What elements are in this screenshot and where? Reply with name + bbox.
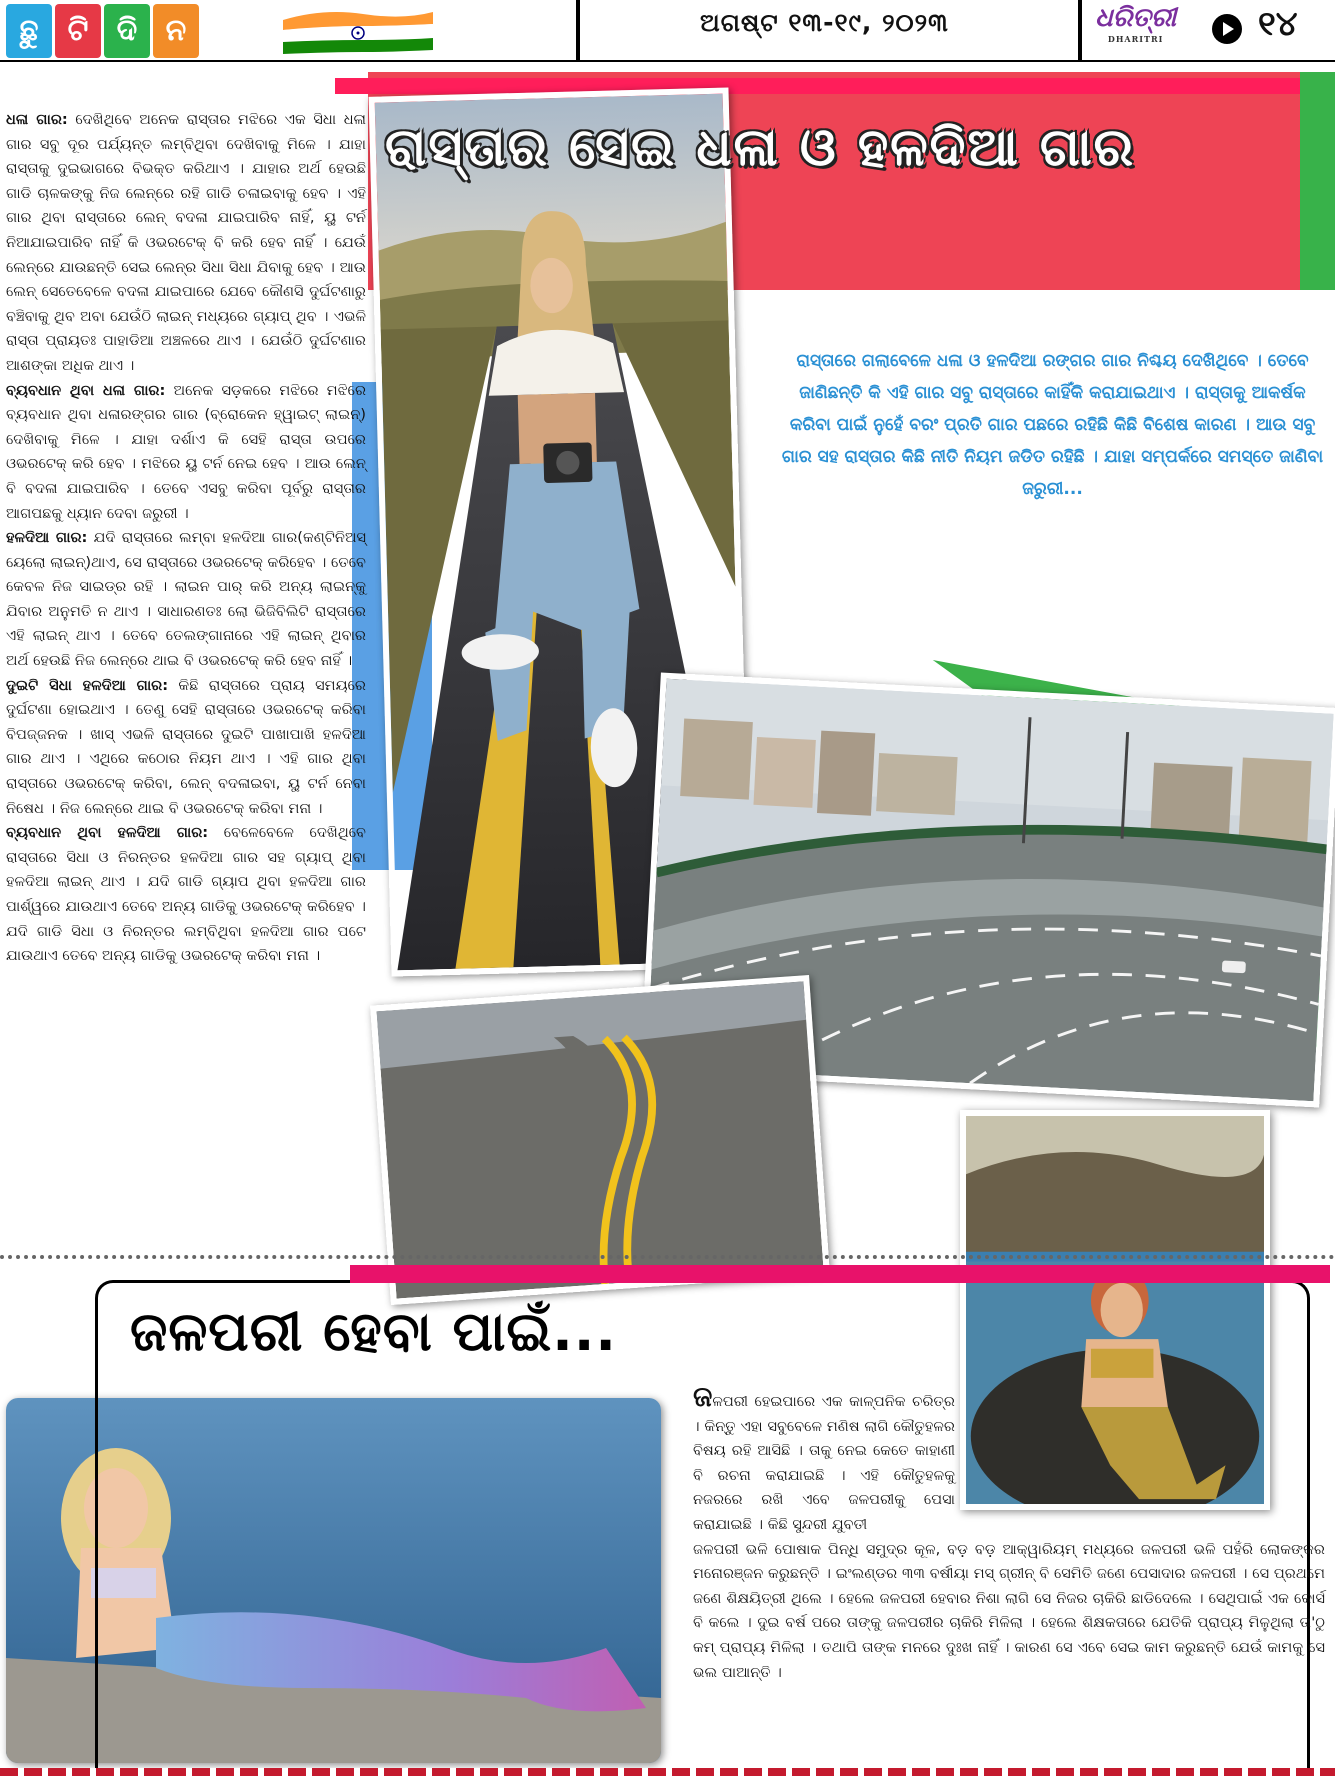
mermaid-text-top <box>693 1380 955 1538</box>
section-text: କିଛି ରାସ୍ତାରେ ପ୍ରାୟ ସମୟରେ ଦୁର୍ଘଟଣା ହୋଇଥାଏ । ତେଣୁ ସେହି ରାସ୍ତାରେ ଓଭରଟେକ୍ କରିବା ବିପଜ୍ଜନକ । ଖାସ୍ ଏଭଳି ରାସ୍ତାରେ ଦୁଇଟି ପାଖାପାଖି ହଳଦିଆ ଗାର ଥାଏ । ଏଥିରେ କଠୋର ନିୟମ ଥାଏ । ଏହି ଗାର ଥିବା ରାସ୍ତାରେ ଓଭରଟେକ୍ କରିବା, ଲେନ୍ ବଦଳାଇବା, ୟୁ ଟର୍ନ ନେବା ନିଷେଧ । ନିଜ ଲେନ୍‌ରେ ଥାଇ ବି ଓଭରଟେକ୍ କରିବା ମନା । <box>6 676 366 817</box>
section-text: ଯଦି ରାସ୍ତାରେ ଲମ୍ବା ହଳଦିଆ ଗାର(କଣ୍ଟିନିଅସ୍ ୟେଲୋ ଲାଇନ୍)ଥାଏ, ସେ ରାସ୍ତାରେ ଓଭରଟେକ୍ କରିହେବ । ତେବେ କେବଳ ନିଜ ସାଇଡ୍‌ର ରହି । ଲାଇନ ପାର୍ କରି ଅନ୍ୟ ଲାଇନ୍‌କୁ ଯିବାର ଅନୁମତି ନ ଥାଏ । ସାଧାରଣତଃ ଲୋ ଭିଜିବିଲିଟି ରାସ୍ତାରେ ଏହି ଲାଇନ୍ ଥାଏ । ତେବେ ତେଲଙ୍ଗାନାରେ ଏହି ଲାଇନ୍ ଥିବାର ଅର୍ଥ ହେଉଛି ନିଜ ଲେନ୍‌ରେ ଥାଇ ବି ଓଭରଟେକ୍ କରି ହେବ ନାହିଁ । <box>6 529 366 670</box>
drop-cap: ଜ <box>693 1380 713 1413</box>
section-logo-letter: ଟି <box>55 4 101 58</box>
mermaid-headline: ଜଳପରୀ ହେବା ପାଇଁ... <box>130 1300 617 1363</box>
article-body <box>6 108 366 969</box>
section-text: ଦେଖିଥିବେ ଅନେକ ରାସ୍ତାର ମଝିରେ ଏକ ସିଧା ଧଳା ଗାର ସବୁ ଦୂର ପର୍ଯ୍ୟନ୍ତ ଲମ୍ବିଥିବା ଦେଖିବାକୁ ମିଳେ । ଯାହା ରାସ୍ତାକୁ ଦୁଇଭାଗରେ ବିଭକ୍ତ କରିଥାଏ । ଯାହାର ଅର୍ଥ ହେଉଛି ଗାଡି ଚାଳକଙ୍କୁ ନିଜ ଲେନ୍‌ରେ ରହି ଗାଡି ଚଳାଇବାକୁ ହେବ । ଏହି ଗାର ଥିବା ରାସ୍ତାରେ ଲେନ୍ ବଦଳା ଯାଇପାରିବ ନାହିଁ, ୟୁ ଟର୍ନ ନିଆଯାଇପାରିବ ନାହିଁ କି ଓଭରଟେକ୍ ବି କରି ହେବ ନାହିଁ । ଯେଉଁ ଲେନ୍‌ରେ ଯାଉଛନ୍ତି ସେଇ ଲେନ୍‌ର ସିଧା ସିଧା ଯିବାକୁ ହେବ । ଆଉ ଲେନ୍ ସେତେବେଳେ ବଦଳା ଯାଇପାରେ ଯେବେ କୌଣସି ଦୁର୍ଘଟଣାରୁ ବଞ୍ଚିବାକୁ ଥିବ ଅବା ଯେଉଁଠି ଲାଇନ୍ ମଧ୍ୟରେ ଗ୍ୟାପ୍ ଥିବ । ଏଭଳି ରାସ୍ତା ପ୍ରାୟତଃ ପାହାଡିଆ ଅଞ୍ଚଳରେ ଥାଏ । ଯେଉଁଠି ଦୁର୍ଘଟଣାର ଆଶଙ୍କା ଅଧିକ ଥାଏ । <box>6 111 366 374</box>
article-section <box>6 526 366 674</box>
article-section <box>6 674 366 822</box>
article-intro: ରାସ୍ତାରେ ଗଲାବେଳେ ଧଳା ଓ ହଳଦିଆ ରଙ୍ଗର ଗାର ନିଶ୍ଚୟ ଦେଖିଥିବେ । ତେବେ ଜାଣିଛନ୍ତି କି ଏହି ଗାର ସବୁ ରାସ୍ତାରେ କାହିଁକି କରାଯାଇଥାଏ । ରାସ୍ତାକୁ ଆକର୍ଷକ କରିବା ପାଇଁ ନୁହେଁ ବରଂ ପ୍ରତି ଗାର ପଛରେ ରହିଛି କିଛି ବିଶେଷ କାରଣ । ଆଉ ସବୁ ଗାର ସହ ରାସ୍ତାର କିଛି ନୀତି ନିୟମ ଜଡିତ ରହିଛି । ଯାହା ସମ୍ପର୍କରେ ସମସ୍ତେ ଜାଣିବା ଜରୁରୀ... <box>781 351 1324 499</box>
accent-strip <box>1300 72 1335 290</box>
section-heading: ଦୁଇଟି ସିଧା ହଳଦିଆ ଗାର: <box>6 676 169 694</box>
section-text: ବେଳେବେଳେ ଦେଖିଥିବେ ରାସ୍ତାରେ ସିଧା ଓ ନିରନ୍ତର ହଳଦିଆ ଗାର ସହ ଗ୍ୟାପ୍ ଥିବା ହଳଦିଆ ଲାଇନ୍ ଥାଏ । ଯଦି ଗାଡି ଗ୍ୟାପ ଥିବା ହଳଦିଆ ଗାର ପାର୍ଶ୍ୱରେ ଯାଉଥାଏ ତେବେ ଅନ୍ୟ ଗାଡିକୁ ଓଭରଟେକ୍ କରିହେବ । ଯଦି ଗାଡି ସିଧା ଓ ନିରନ୍ତର ଲମ୍ବିଥିବା ହଳଦିଆ ଗାର ପଟେ ଯାଉଥାଏ ତେବେ ଅନ୍ୟ ଗାଡିକୁ ଓଭରଟେକ୍ କରିବା ମନା । <box>6 824 366 965</box>
section-heading: ବ୍ୟବଧାନ ଥିବା ଧଳା ଗାର: <box>6 381 166 399</box>
play-icon <box>1212 14 1242 44</box>
accent-bar <box>350 1265 1330 1283</box>
article-section <box>6 821 366 969</box>
header-separator <box>1078 0 1082 60</box>
issue-date: ଅଗଷ୍ଟ ୧୩-୧୯, ୨୦୨୩ <box>700 8 949 37</box>
mermaid-text-bottom: ଜଳପରୀ ଭଳି ପୋଷାକ ପିନ୍ଧି ସମୁଦ୍ର କୂଳ, ବଡ଼ ବଡ଼ ଆକ୍ୱାରିୟମ୍ ମଧ୍ୟରେ ଜଳପରୀ ଭଳି ପହଁରି ଲୋକଙ୍କର ମନୋରଞ୍ଜନ କରୁଛନ୍ତି । ଇଂଲଣ୍ଡର ୩୩ ବର୍ଷୀୟା ମସ୍ ଗ୍ରୀନ୍ ବି ସେମିତି ଜଣେ ପେସାଦାର ଜଳପରୀ । ସେ ପ୍ରଥମେ ଜଣେ ଶିକ୍ଷୟିତ୍ରୀ ଥିଲେ । ହେଲେ ଜଳପରୀ ହେବାର ନିଶା ଲାଗି ସେ ନିଜର ଚାକିରି ଛାଡିଦେଲେ । ସେଥିପାଇଁ ଏକ କୋର୍ସ ବି କଲେ । ଦୁଇ ବର୍ଷ ପରେ ତାଙ୍କୁ ଜଳପରୀର ଚାକିରି ମିଳିଲା । ହେଲେ ଶିକ୍ଷକତାରେ ଯେତିକି ପ୍ରାପ୍ୟ ମିଳୁଥିଲା ତା'ଠୁ କମ୍ ପ୍ରାପ୍ୟ ମିଳିଲା । ତଥାପି ତାଙ୍କ ମନରେ ଦୁଃଖ ନାହିଁ । କାରଣ ସେ ଏବେ ସେଇ କାମ କରୁଛନ୍ତି ଯେଉଁ କାମକୁ ସେ ଭଲ ପାଆନ୍ତି । <box>693 1540 1325 1681</box>
section-text: ଅନେକ ସଡ଼କରେ ମଝିରେ ମଝିରେ ବ୍ୟବଧାନ ଥିବା ଧଳାରଙ୍ଗର ଗାର (ବ୍ରୋକେନ ହ୍ୱାଇଟ୍ ଲାଇନ୍) ଦେଖିବାକୁ ମିଳେ । ଯାହା ଦର୍ଶାଏ କି ସେହି ରାସ୍ତା ଉପରେ ଓଭରଟେକ୍ କରି ହେବ । ମଝିରେ ୟୁ ଟର୍ନ ନେଇ ହେବ । ଆଉ ଲେନ୍ ବି ବଦଳା ଯାଇପାରିବ । ତେବେ ଏସବୁ କରିବା ପୂର୍ବରୁ ରାସ୍ତାର ଆଗପଛକୁ ଧ୍ୟାନ ଦେବା ଜରୁରୀ । <box>6 381 367 522</box>
brand-name: ଧରିତ୍ରୀ <box>1095 3 1177 33</box>
page-number: ୧୪ <box>1258 4 1298 44</box>
section-divider <box>0 1255 1335 1259</box>
section-heading: ହଳଦିଆ ଗାର: <box>6 529 88 547</box>
header-separator <box>576 0 580 60</box>
footer-strip <box>0 1768 1335 1776</box>
section-logo <box>6 4 199 58</box>
article-section <box>6 379 366 527</box>
article-section <box>6 108 366 379</box>
section-logo-letter: ଛୁ <box>6 4 52 58</box>
section-heading: ବ୍ୟବଧାନ ଥିବା ହଳଦିଆ ଗାର: <box>6 824 209 842</box>
mermaid-text-top-content: ଳପରୀ ହେଇପାରେ ଏକ କାଳ୍ପନିକ ଚରିତ୍ର । କିନ୍ତୁ ଏହା ସବୁବେଳେ ମଣିଷ ଲାଗି କୌତୁହଳର ବିଷୟ ରହି ଆସିଛି । ତାକୁ ନେଇ କେତେ କାହାଣୀ ବି ରଚନା କରାଯାଇଛି । ଏହି କୌତୁହଳକୁ ନଜରରେ ରଖି ଏବେ ଜଳପରୀକୁ ପେସା କରାଯାଇଛି । କିଛି ସୁନ୍ଦରୀ ଯୁବତୀ <box>693 1393 955 1533</box>
article-headline: ରାସ୍ତାର ସେଇ ଧଳା ଓ ହଳଦିଆ ଗାର <box>385 118 1136 178</box>
page-header <box>0 0 1335 62</box>
brand-logo <box>1095 3 1176 44</box>
section-logo-letter: ଦି <box>104 4 150 58</box>
section-logo-letter: ନ <box>153 4 199 58</box>
section-heading: ଧଳା ଗାର: <box>6 111 68 128</box>
mermaid-article-body <box>693 1380 1325 1685</box>
brand-subtitle: DHARITRI <box>1107 34 1164 44</box>
indian-flag-icon <box>283 8 433 54</box>
accent-bar <box>335 78 1335 94</box>
